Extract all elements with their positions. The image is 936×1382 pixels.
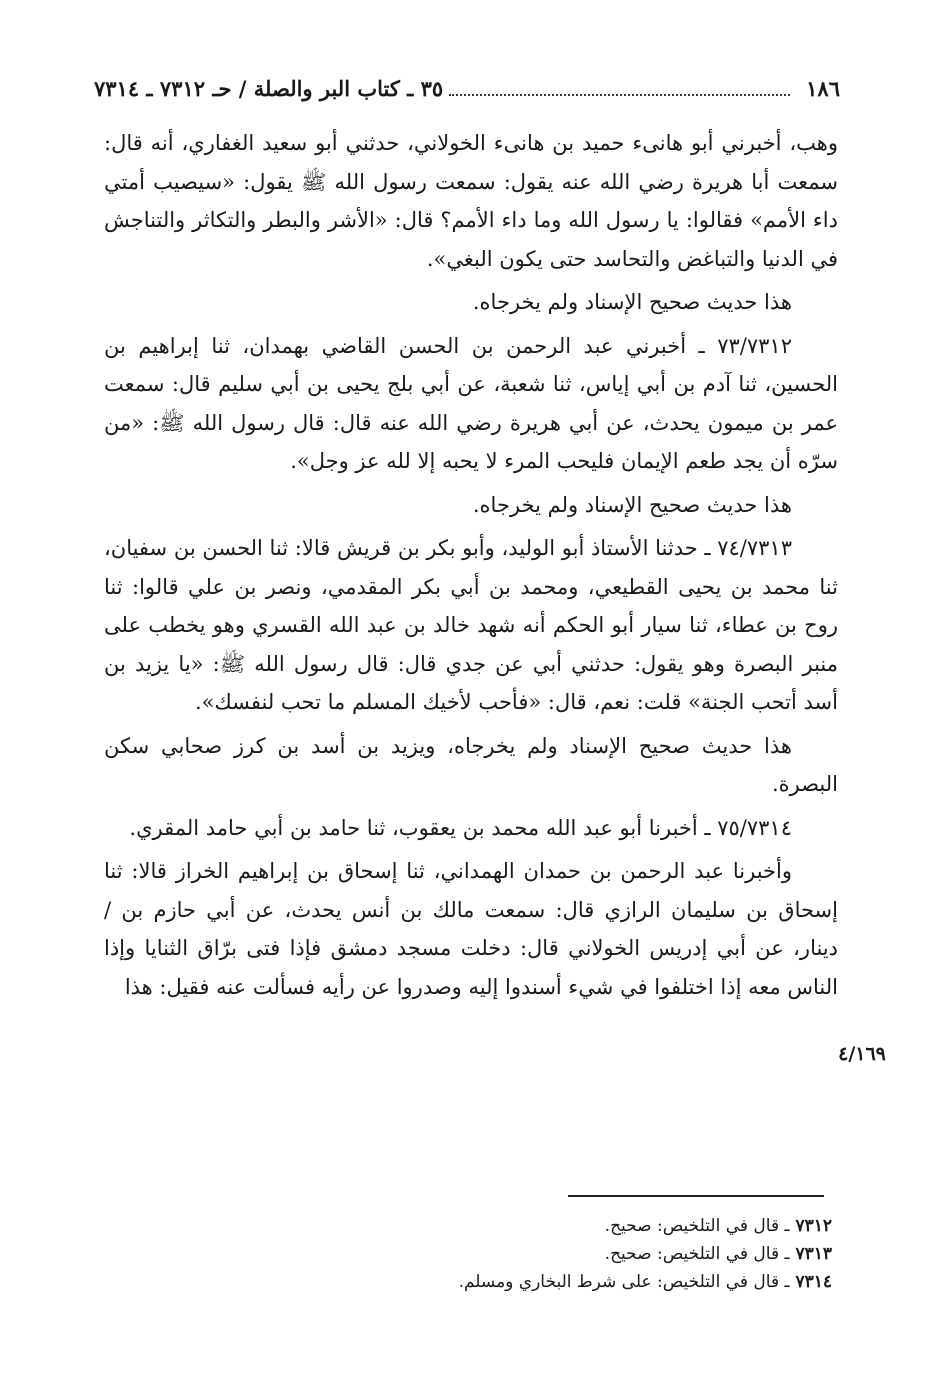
- margin-volume-page-note: ٤/١٦٩: [838, 1043, 886, 1065]
- header-leader-dots: [449, 76, 790, 96]
- paragraph-grading: هذا حديث صحيح الإسناد ولم يخرجاه، ويزيد بن أسد بن كرز صحابي سكن البصرة.: [104, 733, 838, 796]
- footnote: [300, 1240, 832, 1268]
- paragraph-continuation: وهب، أخبرني أبو هانىء حميد بن هانىء الخولاني، حدثني أبو سعيد الغفاري، أنه قال: سمعت أبا هريرة رضي الله عنه يقول: سمعت رسول الله ﷺ يقول: «سيصيب أمتي داء الأمم» فقالوا: يا رسول الله وما داء الأمم؟ قال: «الأشر والبطر والتكاثر والتناجش في الدنيا والتباغض والتحاسد حتى يكون البغي».: [104, 131, 838, 271]
- footnote-number: ٧٣١٤: [795, 1272, 832, 1292]
- footnote-number: ٧٣١٢: [795, 1216, 832, 1236]
- main-text: [104, 124, 838, 1011]
- paragraph-grading: هذا حديث صحيح الإسناد ولم يخرجاه.: [472, 290, 792, 314]
- footnote-divider: [568, 1195, 824, 1197]
- page-number: ١٨٦: [806, 76, 840, 101]
- footnotes: [300, 1212, 832, 1296]
- footnote: [300, 1212, 832, 1240]
- footnote-text: ـ قال في التلخيص: صحيح.: [604, 1244, 790, 1264]
- footnote: [300, 1268, 832, 1296]
- paragraph-grading: هذا حديث صحيح الإسناد ولم يخرجاه.: [472, 492, 792, 517]
- paragraph-hadith-7314: ٧٥/٧٣١٤ ـ أخبرنا أبو عبد الله محمد بن يعقوب، ثنا حامد بن أبي حامد المقري.: [129, 815, 792, 840]
- paragraph-isnad: وأخبرنا عبد الرحمن بن حمدان الهمداني، ثنا إسحاق بن إبراهيم الخراز قالا: ثنا إسحاق بن سليمان الرازي قال: سمعت مالك بن أنس يحدث، عن أبي حازم بن / دينار، عن أبي إدريس الخولاني قال: دخلت مسجد دمشق فإذا فتى برّاق الثنايا وإذا الناس معه إذا اختلفوا في شيء أسندوا إليه وصدروا عن رأيه فسألت عنه فقيل: هذا: [104, 859, 838, 999]
- footnote-number: ٧٣١٣: [795, 1244, 832, 1264]
- section-title: ٣٥ ـ كتاب البر والصلة / حـ ٧٣١٢ ـ ٧٣١٤: [94, 76, 444, 101]
- paragraph-hadith-7313: ٧٤/٧٣١٣ ـ حدثنا الأستاذ أبو الوليد، وأبو بكر بن قريش قالا: ثنا الحسن بن سفيان، ثنا محمد بن يحيى القطيعي، ومحمد بن أبي بكر المقدمي، ونصر بن علي قالوا: ثنا روح بن عطاء، ثنا سيار أبو الحكم أنه شهد خالد بن عبد الله القسري وهو يخطب على منبر البصرة وهو يقول: حدثني أبي عن جدي قال: قال رسول الله ﷺ: «يا يزيد بن أسد أتحب الجنة» قلت: نعم، قال: «فأحب لأخيك المسلم ما تحب لنفسك».: [104, 536, 838, 714]
- footnote-text: ـ قال في التلخيص: صحيح.: [604, 1216, 790, 1236]
- footnote-text: ـ قال في التلخيص: على شرط البخاري ومسلم.: [458, 1272, 790, 1292]
- paragraph-hadith-7312: ٧٣/٧٣١٢ ـ أخبرني عبد الرحمن بن الحسن القاضي بهمدان، ثنا إبراهيم بن الحسين، ثنا آدم بن أبي إياس، ثنا شعبة، عن أبي بلج يحيى بن أبي سليم قال: سمعت عمر بن ميمون يحدث، عن أبي هريرة رضي الله عنه قال: قال رسول الله ﷺ: «من سرّه أن يجد طعم الإيمان فليحب المرء لا يحبه إلا لله عز وجل».: [104, 333, 838, 473]
- running-header: [94, 76, 840, 110]
